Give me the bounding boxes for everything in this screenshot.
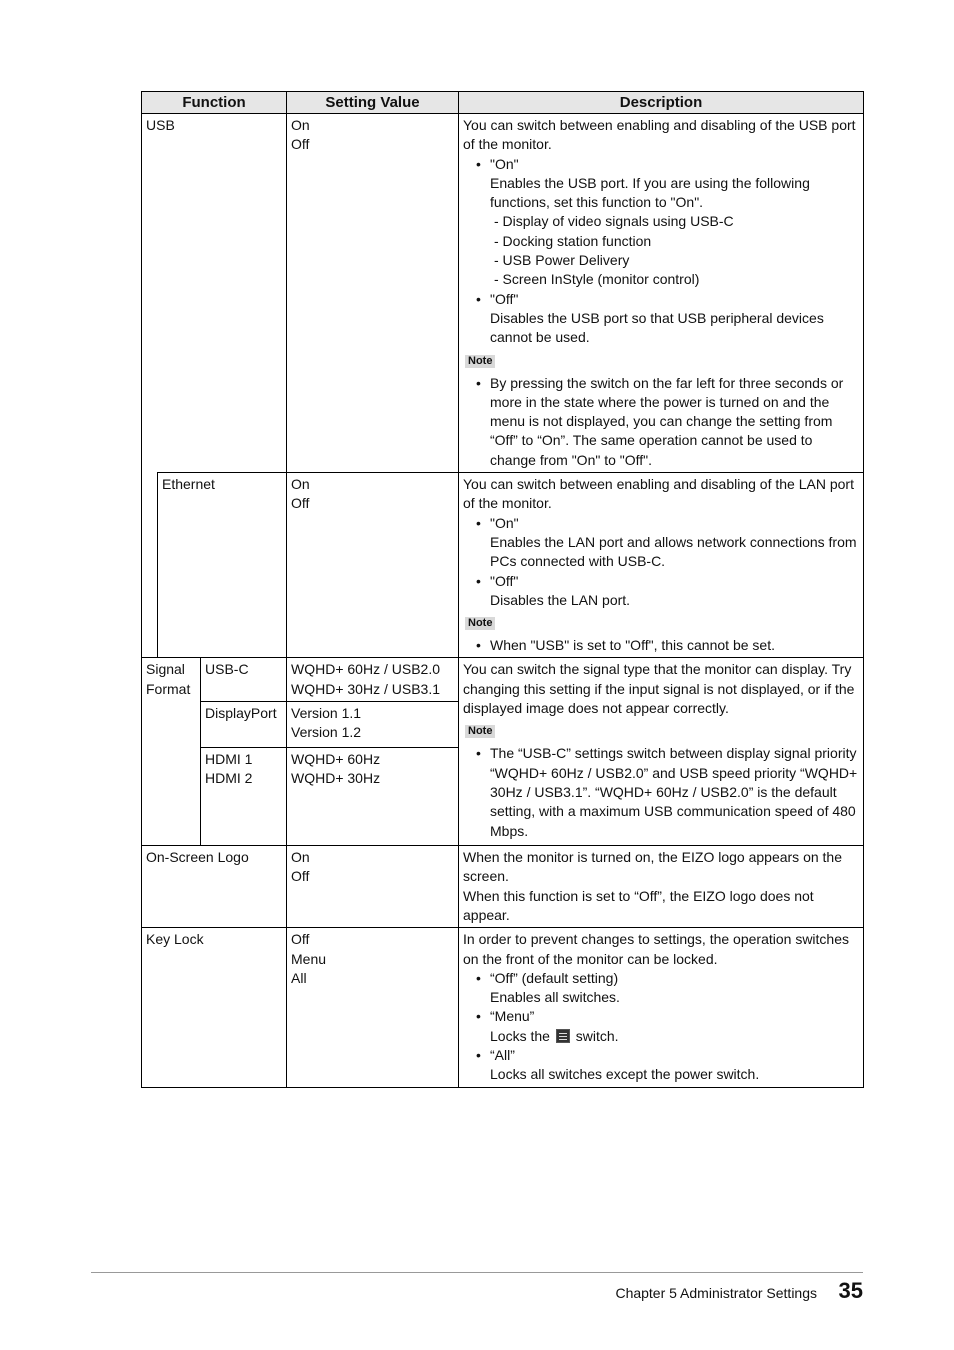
logo-function: On-Screen Logo: [142, 846, 287, 928]
list-item: • "Off" Disables the LAN port.: [463, 572, 859, 611]
signal-format-description: You can switch the signal type that the monitor can display. Try changing this setting if the input signal is not displayed, or if the displayed image does not appear correctly. Note • The “USB-C” settings switch between display signal priority “WQHD+ 60Hz / USB2.0” and USB speed priority “WQHD+ 30Hz / USB3.1”. “WQHD+ 60Hz / USB2.0” is the default setting, with a maximum USB communication speed of 480 Mbps.: [459, 658, 864, 846]
menu-switch-icon: [556, 1029, 570, 1043]
signal-hdmi-values: WQHD+ 60Hz WQHD+ 30Hz: [287, 748, 459, 846]
list-item: • The “USB-C” settings switch between display signal priority “WQHD+ 60Hz / USB2.0” and USB speed priority “WQHD+ 30Hz / USB3.1”. “WQHD+ 60Hz / USB2.0” is the default setting, with a maximum USB communication speed of 480 Mbps.: [463, 744, 859, 840]
header-function: Function: [142, 92, 287, 114]
table-row-ethernet: [142, 473, 864, 658]
footer-divider: [91, 1272, 863, 1273]
keylock-description: In order to prevent changes to settings, the operation switches on the front of the monitor can be locked. • “Off” (default setting) Enables all switches. • “Menu” Locks the switch. • “All” Locks all switches except the power switch.: [459, 928, 864, 1087]
list-item: • "Off" Disables the USB port so that USB peripheral devices cannot be used.: [463, 290, 859, 348]
settings-table: [141, 91, 864, 1088]
page-number: 35: [838, 1278, 863, 1303]
usb-values: On Off: [287, 114, 459, 473]
table-row-logo: [142, 846, 864, 928]
header-description: Description: [459, 92, 864, 114]
list-item: • By pressing the switch on the far left for three seconds or more in the state where the power is turned on and the menu is not displayed, you can change the setting from “Off” to “On”. The same operation cannot be used to change from "On" to "Off".: [463, 374, 859, 470]
signal-usbc-name: USB-C: [201, 658, 287, 702]
keylock-values: Off Menu All: [287, 928, 459, 1087]
keylock-function: Key Lock: [142, 928, 287, 1087]
table-row-signal-usbc: [142, 658, 864, 702]
logo-description: When the monitor is turned on, the EIZO logo appears on the screen. When this function is set to “Off”, the EIZO logo does not appear.: [459, 846, 864, 928]
ethernet-indent: [142, 473, 158, 658]
signal-hdmi-names: HDMI 1 HDMI 2: [201, 748, 287, 846]
list-item: • When "USB" is set to "Off", this cannot be set.: [463, 636, 859, 655]
signal-displayport-values: Version 1.1 Version 1.2: [287, 702, 459, 748]
list-item: • "On" Enables the USB port. If you are using the following functions, set this function to "On". - Display of video signals using USB-C - Docking station function - USB Power Delivery - Screen InStyle (monitor control): [463, 155, 859, 290]
table-row-keylock: [142, 928, 864, 1087]
list-item: • “All” Locks all switches except the power switch.: [463, 1046, 859, 1085]
chapter-title: Chapter 5 Administrator Settings: [615, 1285, 817, 1301]
note-badge: Note: [465, 725, 495, 738]
note-badge: Note: [465, 617, 495, 630]
header-row: [142, 92, 864, 114]
ethernet-values: On Off: [287, 473, 459, 658]
note-badge: Note: [465, 355, 495, 368]
ethernet-function: Ethernet: [158, 473, 287, 658]
signal-displayport-name: DisplayPort: [201, 702, 287, 748]
table-row-usb: [142, 114, 864, 473]
ethernet-description: You can switch between enabling and disabling of the LAN port of the monitor. • "On" Enables the LAN port and allows network connections from PCs connected with USB-C. • "Off" Disables the LAN port. Note • When "USB" is set to "Off", this cannot be set.: [459, 473, 864, 658]
logo-values: On Off: [287, 846, 459, 928]
signal-format-function: Signal Format: [142, 658, 201, 846]
usb-function: USB: [142, 114, 287, 473]
header-setting-value: Setting Value: [287, 92, 459, 114]
signal-usbc-values: WQHD+ 60Hz / USB2.0 WQHD+ 30Hz / USB3.1: [287, 658, 459, 702]
list-item: • “Menu” Locks the switch.: [463, 1007, 859, 1046]
list-item: • “Off” (default setting) Enables all switches.: [463, 969, 859, 1008]
list-item: • "On" Enables the LAN port and allows network connections from PCs connected with USB-C.: [463, 514, 859, 572]
usb-description: You can switch between enabling and disabling of the USB port of the monitor. • "On" Enables the USB port. If you are using the following functions, set this function to "On". - Display of video signals using USB-C - Docking station function - USB Power Delivery - Screen InStyle (monitor control) • "Off" Disables the USB port so that USB peripheral devices cannot be used. Note • By pressing the switch on the far left for three seconds or more in the state where the power is turned on and the menu is not displayed, you can change the setting from “Off” to “On”. The same operation cannot be used to change from "On" to "Off".: [459, 114, 864, 473]
